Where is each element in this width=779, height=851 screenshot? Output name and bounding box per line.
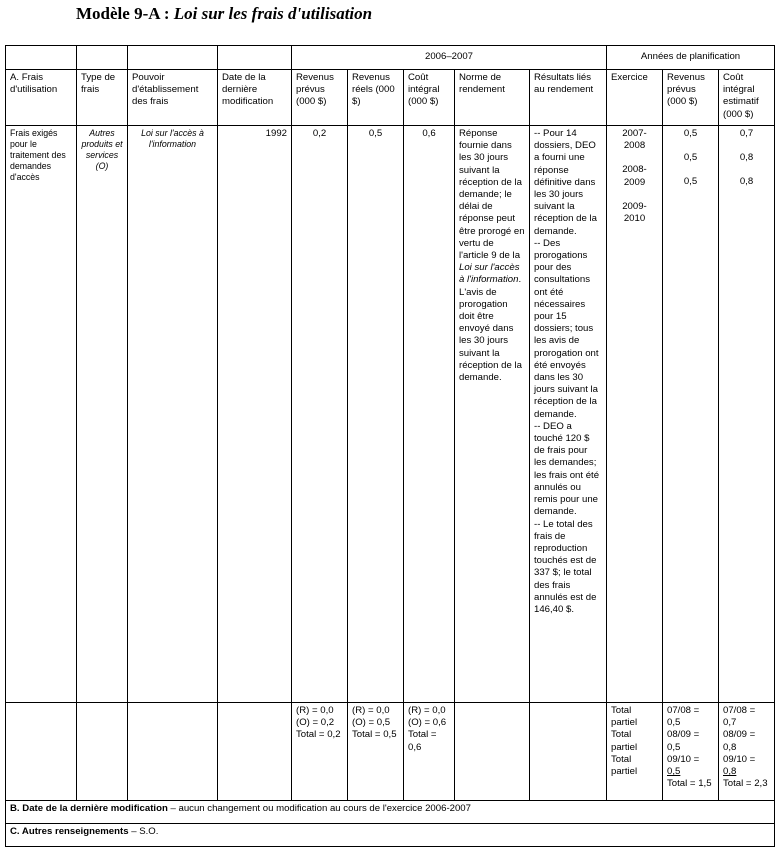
section-c: C. Autres renseignements – S.O.	[6, 824, 775, 847]
cell-frais: Frais exigés pour le traitement des demandes d'accès	[6, 126, 77, 703]
col-header-revenus-prevus-plan: Revenus prévus (000 $)	[663, 70, 719, 126]
cell-cout-integral: 0,6	[404, 126, 455, 703]
totals-row	[6, 703, 775, 801]
section-b: B. Date de la dernière modification – aucun changement ou modification au cours de l'exercice 2006-2007	[6, 801, 775, 824]
cout-plan-1: 0,7	[739, 128, 754, 139]
total-revenus-reels: (R) = 0,0 (O) = 0,5 Total = 0,5	[348, 703, 404, 801]
exercice-3: 2009-2010	[622, 200, 647, 225]
total-cout-estimatif: 07/08 = 0,7 08/09 = 0,8 09/10 = 0,8 Total = 2,3	[719, 703, 775, 801]
col-header-type: Type de frais	[77, 70, 128, 126]
col-header-cout-integral: Coût intégral (000 $)	[404, 70, 455, 126]
cell-revenus-prevus-plan	[663, 126, 719, 703]
total-cout-integral: (R) = 0,0 (O) = 0,6 Total = 0,6	[404, 703, 455, 801]
cell-exercice	[607, 126, 663, 703]
cell-norme: Réponse fournie dans les 30 jours suivant la réception de la demande; le délai de réponse peut être prorogé en vertu de l'article 9 de la Loi sur l'accès à l'information. L'avis de prorogation doit être envoyé dans les 30 jours suivant la réception de la demande.	[455, 126, 530, 703]
col-header-norme: Norme de rendement	[455, 70, 530, 126]
exercice-1: 2007-2008	[622, 128, 647, 152]
cout-plan-3: 0,8	[739, 176, 754, 188]
col-header-exercice: Exercice	[607, 70, 663, 126]
cell-type: Autres produits et services (O)	[77, 126, 128, 703]
cell-resultats: -- Pour 14 dossiers, DEO a fourni une réponse définitive dans les 30 jours suivant la réception de la demande. -- Des prorogations pour des consultations ont été nécessaires pour 15 dossiers; tous les avis de prorogation ont été envoyés dans les 30 jours suivant la réception de la demande. -- DEO a touché 120 $ de frais pour les demandes; les frais ont été annulés ou remis pour une demande. -- Le total des frais de reproduction touchés est de 337 $; le total des frais annulés est de 146,40 $.	[530, 126, 607, 703]
col-header-revenus-reels: Revenus réels (000 $)	[348, 70, 404, 126]
col-header-date: Date de la dernière modification	[218, 70, 292, 126]
header-row	[6, 70, 775, 126]
user-fees-table	[5, 45, 775, 847]
total-revenus-prevus-plan: 07/08 = 0,5 08/09 = 0,5 09/10 = 0,5 Total = 1,5	[663, 703, 719, 801]
footer-row-b	[6, 801, 775, 824]
total-exercice: Total partiel Total partiel Total partiel	[607, 703, 663, 801]
col-header-frais: A. Frais d'utilisation	[6, 70, 77, 126]
cell-revenus-prevus: 0,2	[292, 126, 348, 703]
rev-plan-3: 0,5	[683, 176, 698, 188]
col-header-revenus-prevus: Revenus prévus (000 $)	[292, 70, 348, 126]
col-header-pouvoir: Pouvoir d'établissement des frais	[128, 70, 218, 126]
page-title: Modèle 9-A : Loi sur les frais d'utilisation	[76, 4, 373, 23]
rev-plan-1: 0,5	[683, 128, 698, 139]
header-group-row	[6, 46, 775, 70]
exercice-2: 2008-2009	[622, 164, 647, 188]
cell-date: 1992	[218, 126, 292, 703]
cell-cout-estimatif	[719, 126, 775, 703]
table-row	[6, 126, 775, 703]
cout-plan-2: 0,8	[739, 152, 754, 164]
col-header-resultats: Résultats liés au rendement	[530, 70, 607, 126]
cell-revenus-reels: 0,5	[348, 126, 404, 703]
cell-pouvoir: Loi sur l'accès à l'information	[128, 126, 218, 703]
total-revenus-prevus: (R) = 0,0 (O) = 0,2 Total = 0,2	[292, 703, 348, 801]
footer-row-c	[6, 824, 775, 847]
col-header-cout-estimatif: Coût intégral estimatif (000 $)	[719, 70, 775, 126]
rev-plan-2: 0,5	[683, 152, 698, 164]
group-2006-2007: 2006–2007	[292, 46, 607, 70]
group-planning: Années de planification	[607, 46, 775, 70]
